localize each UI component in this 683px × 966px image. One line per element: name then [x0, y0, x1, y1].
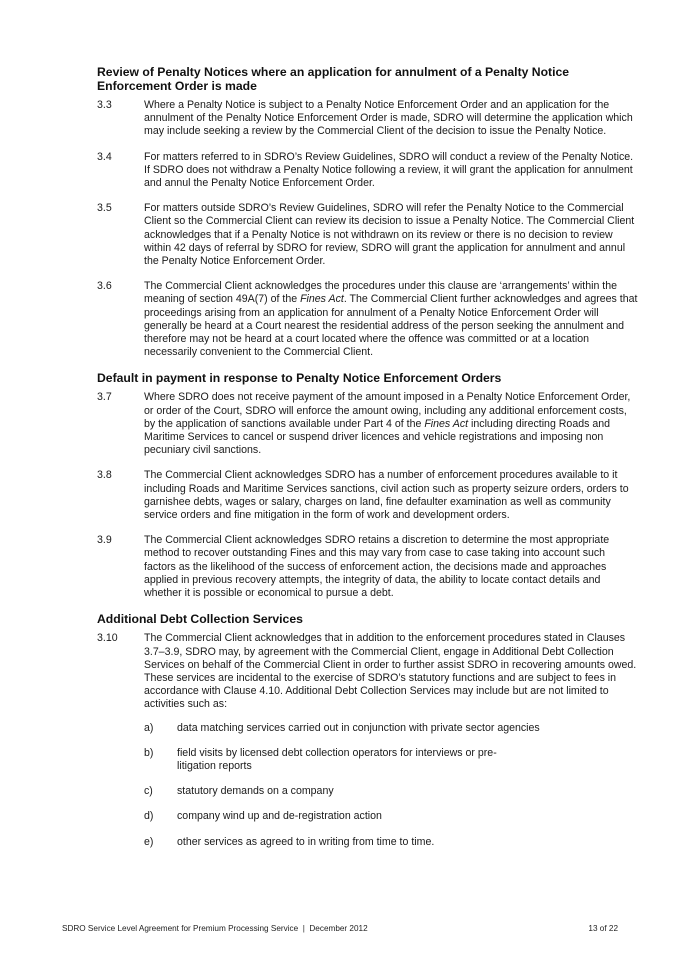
clause-text-after: including directing Roads and Maritime Services to cancel or suspend driver licences and vehicle registrations and imposing non pecuniary civil sanctions. — [144, 417, 611, 457]
clause-number: 3.9 — [97, 534, 112, 547]
item-marker: a) — [144, 721, 154, 734]
list-item — [144, 722, 639, 735]
clause-number: 3.10 — [97, 632, 118, 645]
clause-number: 3.5 — [97, 202, 112, 215]
clause-number: 3.8 — [97, 469, 112, 482]
clause-3-4 — [97, 150, 639, 191]
list-item — [144, 836, 639, 849]
act-name: Fines Act — [424, 417, 469, 430]
clause-text-after: . The Commercial Client further acknowledges and agrees that proceedings arising from an application for annulment of a Penalty Notice Enforcement Order will generally be heard at a Court nearest the residential address of the person seeking the annulment and therefore may not be heard at a court located where the offence was committed or at a location necessarily convenient to the Commercial Client. — [144, 293, 638, 359]
item-text: statutory demands on a company — [177, 785, 334, 798]
clause-text: For matters outside SDRO’s Review Guidelines, SDRO will refer the Penalty Notice to the Commercial Client so the Commercial Client can review its decision to issue a Penalty Notice. The Commercial Client acknowledges that if a Penalty Notice is not withdrawn on its review or there is no decision to review within 42 days of referral by SDRO for review, SDRO will grant the application for annulment and annul the Penalty Notice Enforcement Order. — [144, 202, 635, 268]
page-number: 13 of 22 — [588, 924, 618, 933]
clause-text: For matters referred to in SDRO’s Review Guidelines, SDRO will conduct a review of the Penalty Notice. If SDRO does not withdraw a Penalty Notice following a review, it will grant the application for annulment and annul the Penalty Notice Enforcement Order. — [144, 150, 634, 190]
list-item — [144, 747, 639, 773]
footer-document-title: SDRO Service Level Agreement for Premium Processing Service | December 2012 — [62, 924, 368, 933]
clause-3-9 — [97, 534, 639, 600]
item-text: company wind up and de-registration action — [177, 810, 382, 823]
clause-text-before: Where SDRO does not receive payment of the amount imposed in a Penalty Notice Enforcement Order, or order of the Court, SDRO will enforce the amount owing, including any additional enforcement costs, by the application of sanctions available under Part 4 of the — [144, 391, 631, 430]
clause-3-8 — [97, 469, 639, 522]
clause-text: The Commercial Client acknowledges SDRO retains a discretion to determine the most appropriate method to recover outstanding Fines and this may vary from case to case taking into account such factors as the likelihood of the success of enforcement action, the decisions made and approaches applied in previous recovery attempts, the integrity of data, the ability to locate contact details and whether it is possible or economical to pursue a debt. — [144, 534, 610, 600]
clause-number: 3.3 — [97, 99, 112, 111]
clause-text-before: The Commercial Client acknowledges the procedures under this clause are ‘arrangements’ within the meaning of section 49A(7) of the — [144, 280, 618, 306]
item-text: data matching services carried out in conjunction with private sector agencies — [177, 721, 540, 734]
clause-3-10 — [97, 632, 639, 848]
clause-3-3 — [97, 99, 639, 139]
clause-3-5 — [97, 202, 639, 268]
clause-number: 3.7 — [97, 391, 112, 404]
section-heading-default: Default in payment in response to Penalty Notice Enforcement Orders — [97, 371, 502, 386]
item-marker: d) — [144, 810, 154, 823]
item-marker: c) — [144, 785, 153, 798]
clause-text: The Commercial Client acknowledges SDRO has a number of enforcement procedures available to it including Roads and Maritime Services sanctions, civil action such as property seizure orders, orders to garnishee debts, wages or salary, charges on land, fine defaulter examination as well as community service orders and fine mitigation in the form of work and development orders. — [144, 469, 629, 522]
section-heading-review: Review of Penalty Notices where an application for annulment of a Penalty Notice Enforcement Order is made — [97, 65, 570, 93]
section-heading-debt-collection: Additional Debt Collection Services — [97, 612, 303, 627]
clause-3-6 — [97, 280, 639, 359]
clause-text: Where a Penalty Notice is subject to a Penalty Notice Enforcement Order and an application for the annulment of the Penalty Notice Enforcement Order is made, SDRO will determine the application which may include seeking a review by the Commercial Client of the decision to issue the Penalty Notice. — [144, 99, 633, 138]
list-item — [144, 810, 639, 823]
item-text: other services as agreed to in writing from time to time. — [177, 835, 435, 848]
list-item — [144, 785, 639, 798]
clause-number: 3.4 — [97, 150, 112, 163]
item-marker: e) — [144, 835, 154, 848]
act-name: Fines Act — [300, 293, 344, 306]
item-text: field visits by licensed debt collection operators for interviews or pre-litigation reports — [177, 746, 497, 772]
clause-text: The Commercial Client acknowledges that in addition to the enforcement procedures stated in Clauses 3.7–3.9, SDRO may, by agreement with the Commercial Client, engage in Additional Debt Collection Services on behalf of the Commercial Client in order to further assist SDRO in recovering amounts owed. These services are incidental to the exercise of SDRO’s statutory functions and are subject to fees in accordance with Clause 4.10. Additional Debt Collection Services may include but are not limited to activities such as: — [144, 632, 637, 711]
item-marker: b) — [144, 746, 154, 759]
clause-number: 3.6 — [97, 280, 112, 293]
clause-3-7 — [97, 391, 639, 457]
page-content — [97, 65, 638, 861]
service-list — [144, 722, 639, 849]
